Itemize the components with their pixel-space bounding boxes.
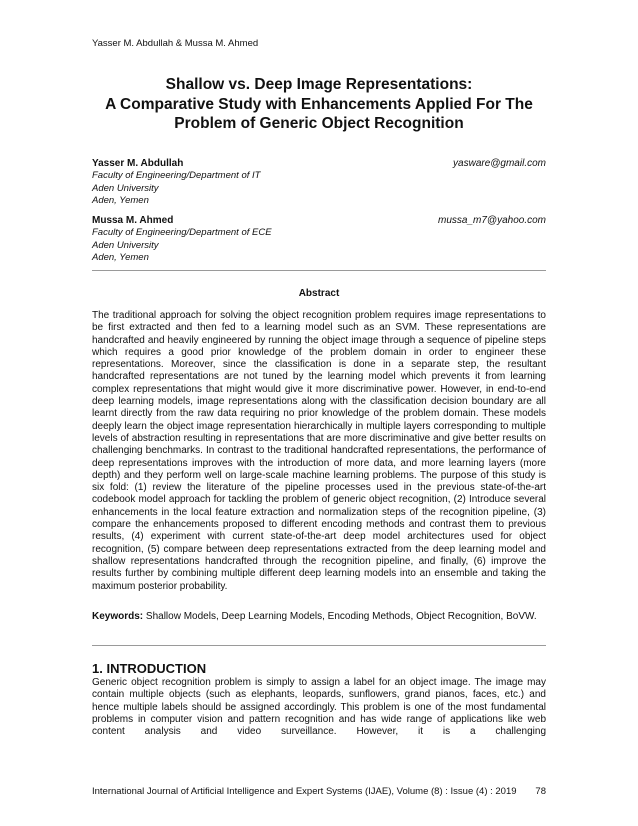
paper-title (92, 75, 546, 134)
keywords (92, 611, 546, 623)
author-affiliation-line: Aden, Yemen (92, 251, 149, 263)
title-line-1: Shallow vs. Deep Image Representations: (165, 76, 473, 93)
section-text: Generic object recognition problem is simply to assign a label for an object image. The image may contain multiple objects (such as elephants, leopards, sunflowers, grand pianos, faces, etc.) and hence multiple labels should be assigned accordingly. This problem is one of the most fundamental problems in computer vision and pattern recognition and has wide range of applications like web content analysis and video surveillance. However, it is a challenging (92, 677, 546, 738)
title-line-3: Problem of Generic Object Recognition (174, 115, 464, 132)
divider-top (92, 270, 546, 271)
running-head: Yasser M. Abdullah & Mussa M. Ahmed (92, 38, 259, 49)
abstract-heading: Abstract (298, 288, 340, 299)
section-heading: 1. INTRODUCTION (92, 661, 207, 676)
footer-journal: International Journal of Artificial Intelligence and Expert Systems (IJAE), Volume (8) : Issue (4) : 2019 (92, 786, 517, 797)
author-affiliation-line: Faculty of Engineering/Department of ECE (92, 227, 272, 239)
author-affiliation-line: Faculty of Engineering/Department of IT (92, 170, 261, 182)
author-block-1 (92, 158, 546, 207)
page-number: 78 (535, 786, 546, 797)
author-affiliation-line: Aden University (92, 182, 159, 194)
author-block-2 (92, 215, 546, 264)
author-email: mussa_m7@yahoo.com (438, 215, 546, 226)
author-name: Yasser M. Abdullah (92, 158, 184, 169)
abstract-text: The traditional approach for solving the object recognition problem requires image representations to be first extracted and then fed to a learning model such as an SVM. These representations are handcrafted and heavily engineered by running the object image through a sequence of pipeline steps which requires a good prior knowledge of the problem domain in order to engineer these representations. Moreover, since the classification is done in a separate step, the resultant handcrafted representations are not tuned by the learning model which prevents it from learning complex representations that might would give it more discriminative power. However, in end-to-end deep learning models, image representations along with the classification decision boundary are all learnt directly from the raw data requiring no prior knowledge of the problem domain. These models deeply learn the object image representation hierarchically in multiple layers corresponding to multiple levels of abstraction resulting in representations that are more discriminative and give better results on challenging benchmarks. In contrast to the traditional handcrafted representations, the performance of deep representations improves with the introduction of more data, and more learning layers (more depth) and they perform well on large-scale machine learning problems. The purpose of this study is six fold: (1) review the literature of the pipeline processes used in the previous state-of-the-art codebook model approach for tackling the problem of generic object recognition, (2) Introduce several enhancements in the local feature extraction and normalization steps of the recognition pipeline, (3) compare the enhancements proposed to different encoding methods and contrast them to previous results, (4) experiment with current state-of-the-art deep model architectures used for object recognition, (5) compare between deep representations extracted from the deep learning model and shallow representations handcrafted through the recognition pipeline, and finally, (6) improve the results further by combining multiple different deep learning models into an ensemble and taking the maximum posterior probability. (92, 310, 546, 592)
page-footer (92, 786, 546, 797)
divider-bottom (92, 645, 546, 646)
keywords-text: Shallow Models, Deep Learning Models, Encoding Methods, Object Recognition, BoVW. (145, 611, 537, 622)
keywords-label: Keywords: (92, 611, 144, 622)
title-line-2: A Comparative Study with Enhancements Applied For The (105, 95, 533, 113)
author-email: yasware@gmail.com (453, 158, 546, 169)
author-affiliation-line: Aden, Yemen (92, 194, 149, 206)
author-name: Mussa M. Ahmed (92, 215, 174, 226)
author-affiliation-line: Aden University (92, 239, 159, 251)
